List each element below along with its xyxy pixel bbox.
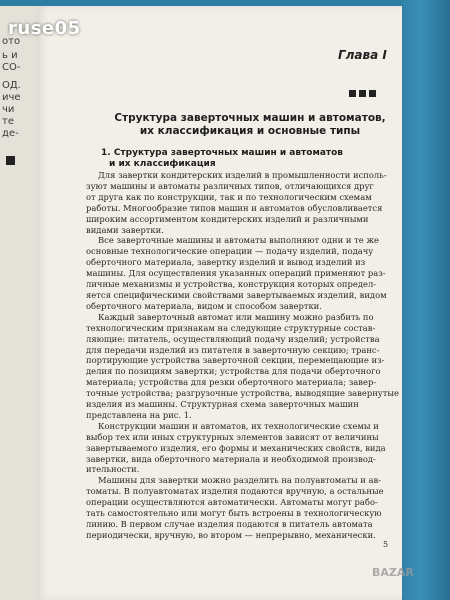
text-line: видами завертки. <box>86 224 164 235</box>
text-line: для передачи изделий из питателя в заверточную секцию; транс- <box>86 344 380 355</box>
text-line: томаты. В полуавтоматах изделия подаются вручную, а остальные <box>86 486 384 497</box>
text-line: Машины для завертки можно разделить на полуавтоматы и ав- <box>98 475 382 486</box>
text-line: материала; устройства для резки оберточного материала; завер- <box>86 377 377 388</box>
text-line: портирующие устройства заверточной секции, перемещающие из- <box>86 355 385 366</box>
text-line: точные устройства; разгрузочные устройства, выводящие завернутые <box>86 388 399 399</box>
text-line: Все заверточные машины и автоматы выполняют одни и те же <box>98 235 379 246</box>
section-heading-line: 1. Структура заверточных машин и автоматов <box>101 148 343 158</box>
text-line: выбор тех или иных структурных элементов зависят от величины <box>86 431 379 442</box>
chapter-heading-line: Структура заверточных машин и автоматов, <box>114 112 386 124</box>
chapter-heading-line: их классификация и основные типы <box>139 125 361 137</box>
text-line: личные механизмы и устройства, конструкция которых определ- <box>86 279 377 290</box>
text-line: периодически, вручную, во втором — непрерывно, механически. <box>86 529 376 540</box>
text-line: Для завертки кондитерских изделий в промышленности исполь- <box>98 170 387 180</box>
section-heading-line: и их классификация <box>109 159 216 169</box>
prev-page-fragment: чи <box>2 104 15 115</box>
text-line: технологическим признакам на следующие структурные состав- <box>86 322 376 333</box>
text-line: широким ассортиментом кондитерских изделий и различными <box>86 213 369 224</box>
prev-page-fragment: ь и <box>2 50 18 61</box>
square-icon <box>359 90 366 97</box>
prev-page-fragment: те <box>2 116 14 127</box>
square-icon <box>369 90 376 97</box>
text-line: представлена на рис. 1. <box>86 409 192 420</box>
text-line: ительности. <box>86 464 140 475</box>
book-cover-edge <box>400 0 450 600</box>
text-line: машины. Для осуществления указанных операций применяют раз- <box>86 268 386 279</box>
square-bullet-icon <box>6 156 15 165</box>
text-line: завертки, вида оберточного материала и необходимой производ- <box>86 453 376 464</box>
text-line: операции осуществляются автоматически. Автоматы могут рабо- <box>86 497 378 508</box>
prev-page-fragment: иче <box>2 92 21 103</box>
text-line: работы. Многообразие типов машин и автоматов обусловливается <box>86 202 383 213</box>
text-line: Каждый заверточный автомат или машину можно разбить по <box>98 311 374 322</box>
chapter-ornament <box>349 82 389 90</box>
text-line: Конструкции машин и автоматов, их технологические схемы и <box>98 420 379 431</box>
section-heading <box>101 148 361 170</box>
text-line: ляющие: питатель, осуществляющий подачу изделий; устройства <box>86 333 380 344</box>
prev-page-fragment: ото <box>2 36 21 47</box>
watermark: BAZAR <box>372 566 414 579</box>
text-line: оберточного материала, видом и способом завертки. <box>86 300 322 311</box>
prev-page-fragment: ОД. <box>2 80 21 91</box>
text-line: изделия из машины. Структурная схема заверточных машин <box>86 399 359 410</box>
prev-page-fragment: де- <box>2 128 19 139</box>
text-line: завертываемого изделия, его формы и механических свойств, вида <box>86 442 386 453</box>
text-line: основные технологические операции — подачу изделий, подачу <box>86 246 374 257</box>
chapter-label: Глава I <box>338 48 387 62</box>
square-icon <box>349 90 356 97</box>
text-line: тать самостоятельно или могут быть встроены в технологическую <box>86 508 382 519</box>
body-text <box>86 170 402 541</box>
text-line: делия по позициям завертки; устройства для подачи оберточного <box>86 366 381 377</box>
text-line: линию. В первом случае изделия подаются в питатель автомата <box>86 519 373 529</box>
text-line: от друга как по конструкции, так и по технологическим схемам <box>86 191 372 202</box>
text-line: зуют машины и автоматы различных типов, отличающихся друг <box>86 180 374 191</box>
text-line: яется специфическими свойствами завертываемых изделий, видом <box>86 289 387 300</box>
page-number: 5 <box>383 540 389 549</box>
prev-page-fragment: СО- <box>2 62 21 73</box>
chapter-heading <box>100 112 400 138</box>
text-line: оберточного материала, завертку изделий и вывод изделий из <box>86 257 366 268</box>
seller-logo: ruse05 <box>8 18 81 39</box>
previous-page-edge <box>0 6 37 600</box>
